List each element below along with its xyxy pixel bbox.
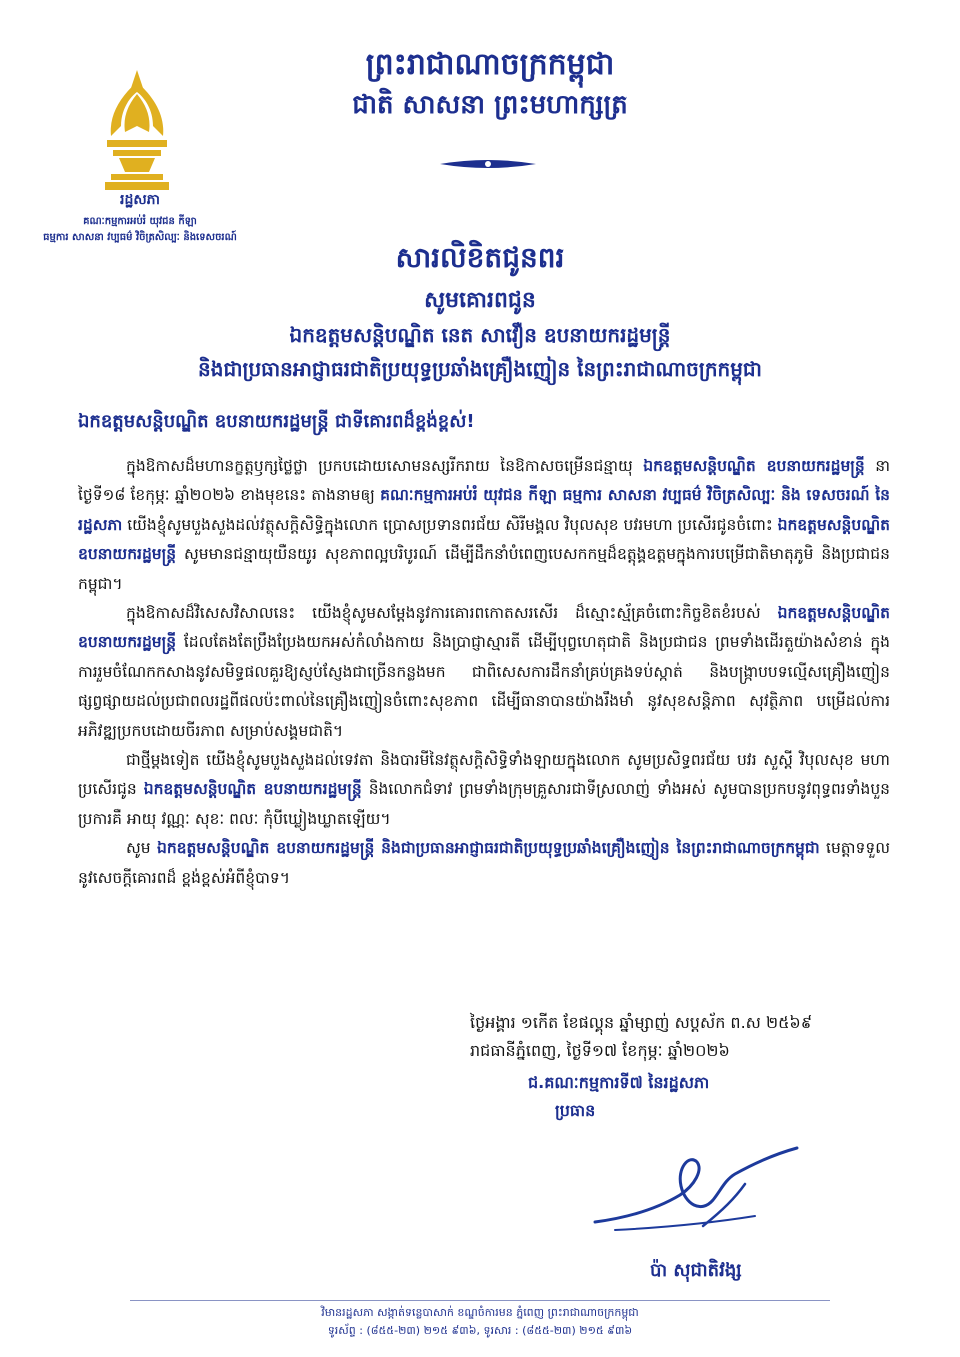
national-motto: ជាតិ សាសនា ព្រះមហាក្សត្រ: [352, 90, 628, 120]
recipient-line-2: និងជាប្រធានអាជ្ញាធរជាតិប្រយុទ្ធប្រឆាំងគ្រឿងញៀន នៃព្រះរាជាណាចក្រកម្ពុជា: [198, 357, 762, 381]
footer-divider: [130, 1300, 830, 1301]
recipient-line-1: ឯកឧត្តមសន្តិបណ្ឌិត នេត សាវឿន ឧបនាយករដ្ឋមន្ត្រី: [289, 323, 671, 347]
paragraph-3: ជាថ្មីម្តងទៀត យើងខ្ញុំសូមបួងសួងដល់ទេវតា និងបារមីនៃវត្ថុសក្តិសិទ្ធិទាំងឡាយក្នុងលោក សូមប្រសិទ្ធពរជ័យ បវរ សួស្តី វិបុលសុខ មហាប្រសើរជូន ឯកឧត្តមសន្តិបណ្ឌិត ឧបនាយករដ្ឋមន្ត្រី និងលោកជំទាវ ព្រមទាំងក្រុមគ្រួសារជាទីស្រលាញ់ ទាំងអស់ សូមបានប្រកបនូវពុទ្ធពរទាំងបួនប្រការគឺ អាយុ វណ្ណៈ សុខៈ ពលៈ កុំបីឃ្លៀងឃ្លាតឡើយ។: [78, 751, 890, 828]
divider-ornament: [438, 154, 538, 174]
letter-title: សារលិខិតជូនពរ: [395, 241, 565, 274]
lunar-date: ថ្ងៃអង្គារ ១កើត ខែផល្គុន ឆ្នាំម្សាញ់ សប្តស័ក ព.ស ២៥៦៩: [470, 1013, 813, 1032]
addressed-line: សូមគោរពជូន: [424, 288, 536, 313]
letter-body: [78, 452, 890, 893]
commission-line-1: គណៈកម្មការអប់រំ យុវជន កីឡា: [83, 216, 197, 227]
senate-name: រដ្ឋសភា: [120, 192, 160, 208]
signature-image: [585, 1140, 805, 1240]
senate-emblem-icon: [93, 68, 181, 192]
paragraph-1: ក្នុងឱកាសដ៏មហានក្ខត្តឫក្សថ្លៃថ្លា ប្រកបដោយសោមនស្សរីករាយ នៃឱកាសចម្រើនជន្មាយុ ឯកឧត្តមសន្តិបណ្ឌិត ឧបនាយករដ្ឋមន្ត្រី នាថ្ងៃទី១៨ ខែកុម្ភៈ ឆ្នាំ២០២៦ ខាងមុខនេះ តាងនាមឲ្យ គណៈកម្មការអប់រំ យុវជន កីឡា ធម្មការ សាសនា វប្បធម៌ វិចិត្រសិល្បៈ និង ទេសចរណ៍ នៃរដ្ឋសភា យើងខ្ញុំសូមបួងសួងដល់វត្ថុសក្តិសិទ្ធិក្នុងលោក ប្រោសប្រទានពរជ័យ សិរីមង្គល វិបុលសុខ បវរមហា ប្រសើរជូនចំពោះ ឯកឧត្តមសន្តិបណ្ឌិត ឧបនាយករដ្ឋមន្ត្រី សូមមានជន្មាយុយឺនយូរ សុខភាពល្អបរិបូរណ៍ ដើម្បីដឹកនាំបំពេញបេសកកម្មដ៏ឧត្តុង្គឧត្តមក្នុងការបម្រើជាតិមាតុភូមិ និងប្រជាជនកម្ពុជា។: [78, 457, 891, 593]
paragraph-4: សូម ឯកឧត្តមសន្តិបណ្ឌិត ឧបនាយករដ្ឋមន្ត្រី និងជាប្រធានអាជ្ញាធរជាតិប្រយុទ្ធប្រឆាំងគ្រឿងញៀន នៃព្រះរាជាណាចក្រកម្ពុជា មេត្តាទទួលនូវសេចក្តីគោរពដ៏ ខ្ពង់ខ្ពស់អំពីខ្ញុំបាទ។: [78, 839, 890, 887]
signer-position: ប្រធាន: [555, 1101, 596, 1120]
signing-office: ជ.គណៈកម្មការទី៧ នៃរដ្ឋសភា: [528, 1073, 710, 1092]
solar-date: រាជធានីភ្នំពេញ, ថ្ងៃទី១៧ ខែកុម្ភៈ ឆ្នាំ២០២៦: [470, 1041, 730, 1060]
paragraph-2: ក្នុងឱកាសដ៏វិសេសវិសាលនេះ យើងខ្ញុំសូមសម្តែងនូវការគោរពកោតសរសើរ ដ៏ស្មោះស្ម័គ្រចំពោះកិច្ចខិតខំរបស់ ឯកឧត្តមសន្តិបណ្ឌិត ឧបនាយករដ្ឋមន្ត្រី ដែលតែងតែប្រឹងប្រែងយកអស់កំលាំងកាយ និងប្រាជ្ញាស្មារតី ដើម្បីបុព្វហេតុជាតិ និងប្រជាជន ព្រមទាំងដើរតួយ៉ាងសំខាន់ ក្នុងការរួមចំណែកកសាងនូវសមិទ្ធផលគួរឱ្យស្ញប់ស្ញែងជាច្រើនកន្លងមក ជាពិសេសការដឹកនាំគ្រប់គ្រងទប់ស្កាត់ និងបង្ក្រាបបទល្មើសគ្រឿងញៀន ផ្សព្វផ្សាយដល់ប្រជាពលរដ្ឋពីផលប៉ះពាល់នៃគ្រឿងញៀនចំពោះសុខភាព ដើម្បីធានាបានយ៉ាងរឹងមាំ នូវសុខសន្តិភាព សុវត្ថិភាព បម្រើដល់ការអភិវឌ្ឍប្រកបដោយចីរភាព សម្រាប់សង្គមជាតិ។: [78, 604, 890, 740]
salutation: ឯកឧត្តមសន្តិបណ្ឌិត ឧបនាយករដ្ឋមន្ត្រី ជាទីគោរពដ៏ខ្ពង់ខ្ពស់!: [78, 411, 475, 432]
kingdom-heading: ព្រះរាជាណាចក្រកម្ពុជា: [365, 47, 615, 82]
signer-name: ប៉ា សុជាតិវង្ស: [650, 1260, 742, 1281]
footer-address: វិមានរដ្ឋសភា សង្កាត់ទន្លេបាសាក់ ខណ្ឌចំការមន ភ្នំពេញ ព្រះរាជាណាចក្រកម្ពុជា: [321, 1306, 639, 1319]
footer-contact: ទូរស័ព្ទ : (៨៥៥-២៣) ២១៥ ៩៣៦, ទូរសារ : (៨៥៥-២៣) ២១៥ ៩៣៦: [327, 1324, 633, 1337]
commission-line-2: ធម្មការ សាសនា វប្បធម៌ វិចិត្រសិល្បៈ និងទេសចរណ៍: [43, 232, 237, 243]
